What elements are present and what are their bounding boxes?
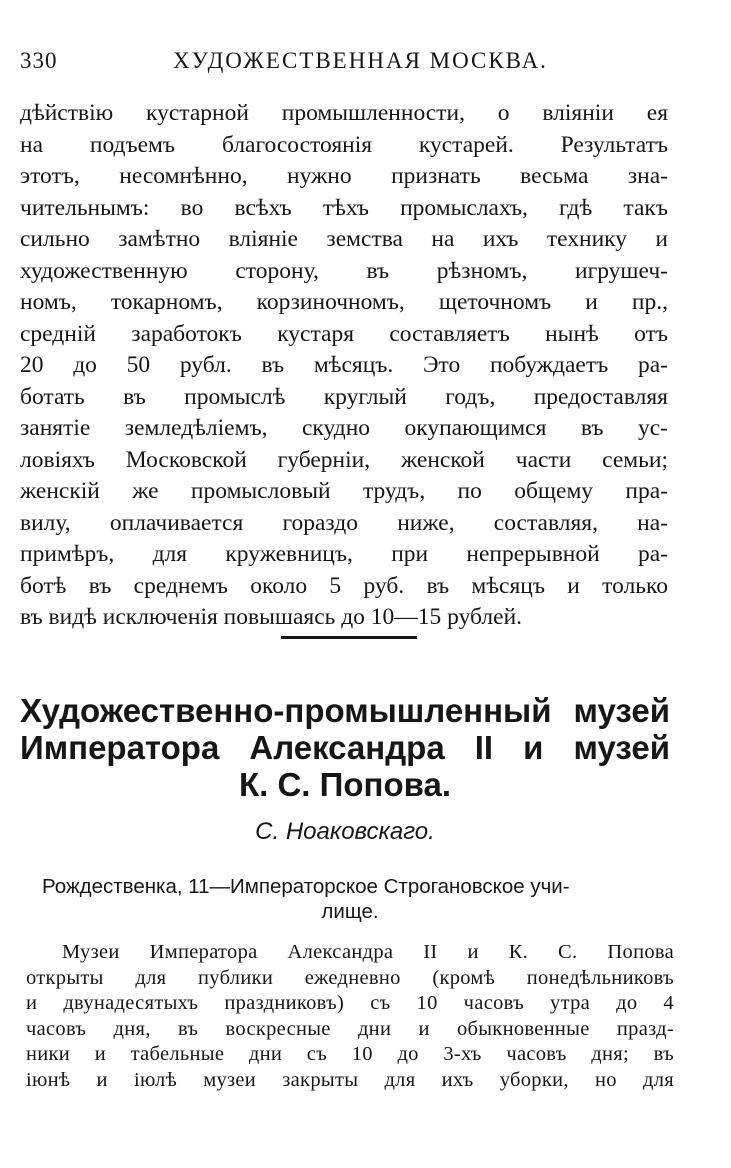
- text-line: открыты для публики ежедневно (кромѣ понедѣльниковъ: [26, 966, 674, 989]
- paragraph-continued: [20, 98, 668, 634]
- text-line: 20 до 50 рубл. въ мѣсяцъ. Это побуждаетъ ра-: [20, 352, 668, 378]
- paragraph-opening-hours: [26, 940, 674, 1093]
- text-line: Музеи Императора Александра II и К. С. Попова: [62, 941, 674, 963]
- page-number: 330: [20, 48, 58, 73]
- text-line: дѣйствію кустарной промышленности, о вліяніи ея: [20, 100, 668, 126]
- text-line: ловіяхъ Московской губерніи, женской части семьи;: [20, 446, 668, 473]
- text-line: и двунадесятыхъ праздниковъ) съ 10 часовъ утра до 4: [26, 992, 674, 1014]
- text-line: средній заработокъ кустаря составляетъ нынѣ отъ: [20, 320, 668, 347]
- text-line: сильно замѣтно вліяніе земства на ихъ технику и: [20, 226, 668, 252]
- title-line: Императора Александра II и музей: [20, 729, 670, 766]
- museum-location: [42, 874, 668, 924]
- text-line: примѣръ, для кружевницъ, при непрерывной ра-: [20, 541, 668, 567]
- running-title: ХУДОЖЕСТВЕННАЯ МОСКВА.: [173, 48, 548, 73]
- text-line: женскій же промысловый трудъ, по общему пра-: [20, 478, 668, 504]
- text-line: номъ, токарномъ, корзиночномъ, щеточномъ и пр.,: [20, 289, 668, 315]
- text-line: на подъемъ благосостоянія кустарей. Результатъ: [20, 131, 668, 158]
- text-line: занятіе земледѣліемъ, скудно окупающимся въ ус-: [20, 415, 668, 441]
- text-line: этотъ, несомнѣнно, нужно признать весьма зна-: [20, 163, 668, 189]
- text-line: ботѣ въ среднемъ около 5 руб. въ мѣсяцъ и только: [20, 572, 668, 599]
- title-line: К. С. Попова.: [239, 766, 451, 803]
- text-line: чительнымъ: во всѣхъ тѣхъ промыслахъ, гдѣ такъ: [20, 194, 668, 221]
- article-title: [20, 692, 670, 803]
- text-line: іюнѣ и іюлѣ музеи закрыты для ихъ уборки, но для: [26, 1068, 674, 1091]
- article-author: С. Ноаковскаго.: [255, 818, 435, 845]
- title-line: Художественно-промышленный музей: [20, 692, 670, 729]
- text-line: часовъ дня, въ воскресные дни и обыкновенные празд-: [26, 1017, 674, 1040]
- text-line: въ видѣ исключенія повышаясь до 10—15 рублей.: [20, 604, 523, 630]
- section-divider: [281, 636, 417, 639]
- location-line: Рождественка, 11—Императорское Строгановское учи-: [42, 875, 570, 898]
- text-line: ники и табельные дни съ 10 до 3-хъ часовъ дня; въ: [26, 1043, 674, 1065]
- text-line: художественную сторону, въ рѣзномъ, игрушеч-: [20, 257, 668, 284]
- location-line: лище.: [321, 900, 379, 923]
- text-line: вилу, оплачивается гораздо ниже, составляя, на-: [20, 509, 668, 536]
- running-header: [20, 48, 660, 80]
- text-line: ботать въ промыслѣ круглый годъ, предоставляя: [20, 383, 668, 410]
